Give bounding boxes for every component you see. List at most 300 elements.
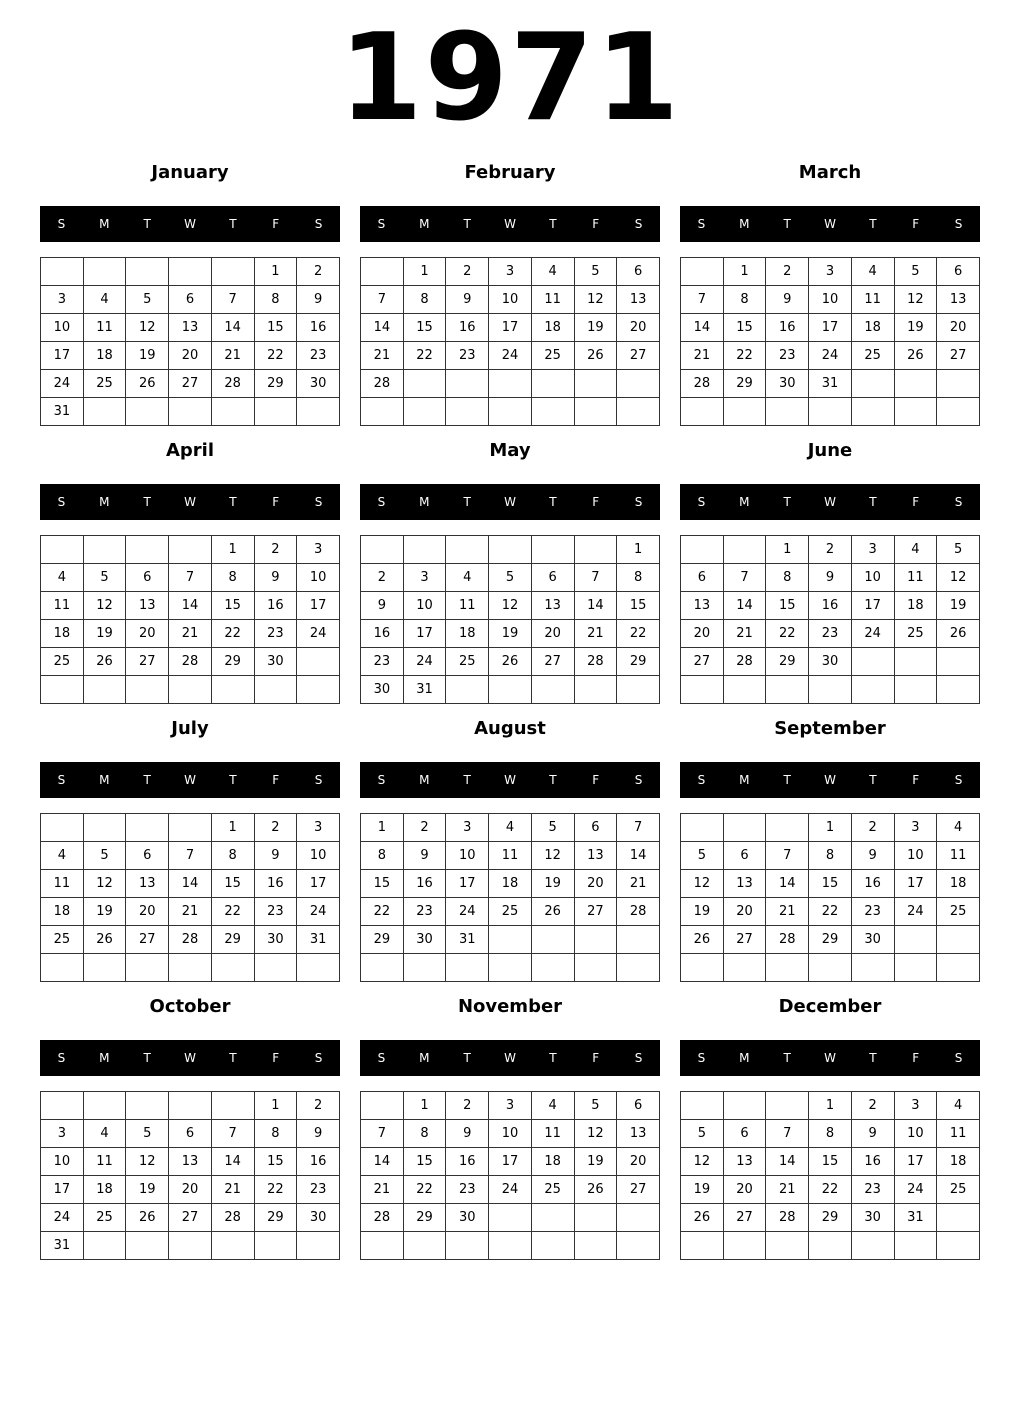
empty-day-cell xyxy=(361,1232,404,1260)
day-cell: 2 xyxy=(297,258,340,286)
day-cell: 6 xyxy=(126,842,169,870)
day-cell: 27 xyxy=(169,370,212,398)
empty-day-cell xyxy=(723,954,766,982)
week-row xyxy=(361,592,660,620)
day-cell: 10 xyxy=(851,564,894,592)
day-cell: 17 xyxy=(489,1148,532,1176)
day-cell: 6 xyxy=(169,1120,212,1148)
empty-day-cell xyxy=(169,536,212,564)
day-cell: 2 xyxy=(851,814,894,842)
weekday-label: S xyxy=(314,217,323,231)
day-cell: 30 xyxy=(254,926,297,954)
day-grid xyxy=(680,257,980,426)
empty-day-cell xyxy=(809,676,852,704)
empty-day-cell xyxy=(809,954,852,982)
empty-day-cell xyxy=(403,398,446,426)
day-cell: 3 xyxy=(489,258,532,286)
day-cell: 17 xyxy=(403,620,446,648)
empty-day-cell xyxy=(531,536,574,564)
weekday-label: T xyxy=(549,217,557,231)
empty-day-cell xyxy=(211,954,254,982)
day-cell: 12 xyxy=(937,564,980,592)
week-row xyxy=(361,1176,660,1204)
day-cell: 30 xyxy=(297,370,340,398)
week-row xyxy=(41,398,340,426)
week-row xyxy=(361,536,660,564)
month-april xyxy=(40,434,340,704)
day-cell: 5 xyxy=(574,1092,617,1120)
month-name: July xyxy=(171,718,209,739)
empty-day-cell xyxy=(403,370,446,398)
day-cell: 3 xyxy=(41,1120,84,1148)
day-cell: 17 xyxy=(851,592,894,620)
empty-day-cell xyxy=(894,370,937,398)
weekday-label: F xyxy=(912,495,920,509)
empty-day-cell xyxy=(617,676,660,704)
empty-day-cell xyxy=(681,536,724,564)
week-row xyxy=(361,870,660,898)
day-cell: 27 xyxy=(617,1176,660,1204)
weekday-label: S xyxy=(377,217,386,231)
weekday-label: T xyxy=(143,217,151,231)
day-cell: 24 xyxy=(809,342,852,370)
day-cell: 14 xyxy=(723,592,766,620)
day-cell: 23 xyxy=(254,898,297,926)
week-row xyxy=(681,842,980,870)
day-cell: 13 xyxy=(574,842,617,870)
weekday-label: S xyxy=(697,773,706,787)
empty-day-cell xyxy=(83,398,126,426)
day-cell: 15 xyxy=(211,870,254,898)
day-cell: 10 xyxy=(403,592,446,620)
empty-day-cell xyxy=(766,398,809,426)
day-cell: 30 xyxy=(809,648,852,676)
day-cell: 17 xyxy=(297,592,340,620)
empty-day-cell xyxy=(169,954,212,982)
empty-day-cell xyxy=(254,1232,297,1260)
weekday-header xyxy=(680,484,980,520)
day-cell: 7 xyxy=(169,564,212,592)
day-cell: 17 xyxy=(489,314,532,342)
weekday-label: W xyxy=(504,773,516,787)
day-cell: 23 xyxy=(766,342,809,370)
day-cell: 4 xyxy=(41,564,84,592)
day-cell: 13 xyxy=(126,592,169,620)
week-row xyxy=(681,1092,980,1120)
day-cell: 9 xyxy=(297,1120,340,1148)
week-row xyxy=(681,814,980,842)
day-cell: 3 xyxy=(489,1092,532,1120)
weekday-label: M xyxy=(419,773,430,787)
day-cell: 24 xyxy=(297,620,340,648)
day-cell: 20 xyxy=(531,620,574,648)
empty-day-cell xyxy=(446,1232,489,1260)
day-cell: 11 xyxy=(894,564,937,592)
day-cell: 24 xyxy=(894,898,937,926)
empty-day-cell xyxy=(446,370,489,398)
day-cell: 31 xyxy=(297,926,340,954)
weekday-header xyxy=(40,484,340,520)
day-cell: 18 xyxy=(937,1148,980,1176)
week-row xyxy=(41,1092,340,1120)
day-cell: 2 xyxy=(851,1092,894,1120)
empty-day-cell xyxy=(297,398,340,426)
day-cell: 2 xyxy=(766,258,809,286)
weekday-label: S xyxy=(57,495,66,509)
empty-day-cell xyxy=(446,954,489,982)
day-cell: 21 xyxy=(169,620,212,648)
empty-day-cell xyxy=(531,1204,574,1232)
empty-day-cell xyxy=(361,1092,404,1120)
weekday-label: T xyxy=(463,773,471,787)
empty-day-cell xyxy=(126,1092,169,1120)
empty-day-cell xyxy=(83,954,126,982)
day-cell: 15 xyxy=(766,592,809,620)
day-cell: 26 xyxy=(681,926,724,954)
day-cell: 27 xyxy=(681,648,724,676)
empty-day-cell xyxy=(254,954,297,982)
day-cell: 9 xyxy=(446,286,489,314)
day-grid xyxy=(360,257,660,426)
day-cell: 28 xyxy=(617,898,660,926)
weekday-label: T xyxy=(869,217,877,231)
empty-day-cell xyxy=(809,1232,852,1260)
empty-day-cell xyxy=(126,398,169,426)
week-row xyxy=(361,620,660,648)
weekday-label: M xyxy=(739,773,750,787)
empty-day-cell xyxy=(617,1232,660,1260)
day-cell: 11 xyxy=(41,870,84,898)
day-cell: 22 xyxy=(617,620,660,648)
day-grid xyxy=(360,535,660,704)
day-cell: 26 xyxy=(574,342,617,370)
week-row xyxy=(41,842,340,870)
week-row xyxy=(361,954,660,982)
month-name: May xyxy=(489,440,531,461)
day-cell: 14 xyxy=(169,592,212,620)
empty-day-cell xyxy=(574,954,617,982)
day-cell: 4 xyxy=(894,536,937,564)
empty-day-cell xyxy=(531,676,574,704)
day-cell: 7 xyxy=(681,286,724,314)
weekday-label: T xyxy=(549,1051,557,1065)
day-grid xyxy=(680,813,980,982)
day-cell: 7 xyxy=(361,286,404,314)
day-cell: 30 xyxy=(446,1204,489,1232)
weekday-label: F xyxy=(592,1051,600,1065)
empty-day-cell xyxy=(937,926,980,954)
day-cell: 29 xyxy=(254,370,297,398)
day-cell: 6 xyxy=(681,564,724,592)
day-cell: 18 xyxy=(446,620,489,648)
empty-day-cell xyxy=(361,954,404,982)
weekday-header xyxy=(680,762,980,798)
day-cell: 1 xyxy=(617,536,660,564)
day-cell: 22 xyxy=(809,898,852,926)
day-cell: 30 xyxy=(766,370,809,398)
weekday-label: S xyxy=(377,773,386,787)
empty-day-cell xyxy=(83,1232,126,1260)
month-june xyxy=(680,434,980,704)
weekday-header xyxy=(680,206,980,242)
day-cell: 26 xyxy=(531,898,574,926)
weekday-label: S xyxy=(314,773,323,787)
day-cell: 24 xyxy=(41,1204,84,1232)
weekday-label: T xyxy=(463,495,471,509)
day-cell: 16 xyxy=(446,1148,489,1176)
day-cell: 1 xyxy=(723,258,766,286)
week-row xyxy=(681,564,980,592)
week-row xyxy=(41,814,340,842)
empty-day-cell xyxy=(297,648,340,676)
empty-day-cell xyxy=(574,926,617,954)
week-row xyxy=(681,648,980,676)
week-row xyxy=(41,314,340,342)
day-cell: 24 xyxy=(489,1176,532,1204)
day-cell: 29 xyxy=(617,648,660,676)
day-cell: 3 xyxy=(894,814,937,842)
day-cell: 21 xyxy=(766,1176,809,1204)
day-cell: 9 xyxy=(766,286,809,314)
day-cell: 2 xyxy=(446,1092,489,1120)
day-cell: 8 xyxy=(211,564,254,592)
day-cell: 28 xyxy=(211,1204,254,1232)
day-cell: 18 xyxy=(937,870,980,898)
month-name: November xyxy=(457,996,563,1017)
day-cell: 26 xyxy=(894,342,937,370)
day-cell: 14 xyxy=(681,314,724,342)
weekday-label: S xyxy=(697,1051,706,1065)
weekday-label: T xyxy=(869,773,877,787)
day-cell: 9 xyxy=(254,564,297,592)
day-cell: 3 xyxy=(851,536,894,564)
day-cell: 6 xyxy=(617,258,660,286)
day-cell: 24 xyxy=(851,620,894,648)
day-cell: 24 xyxy=(446,898,489,926)
empty-day-cell xyxy=(851,676,894,704)
weekday-label: S xyxy=(377,1051,386,1065)
empty-day-cell xyxy=(723,676,766,704)
empty-day-cell xyxy=(574,676,617,704)
empty-day-cell xyxy=(41,1092,84,1120)
day-cell: 6 xyxy=(126,564,169,592)
weekday-label: W xyxy=(184,1051,196,1065)
day-cell: 7 xyxy=(766,842,809,870)
day-cell: 21 xyxy=(723,620,766,648)
day-cell: 4 xyxy=(531,258,574,286)
empty-day-cell xyxy=(617,398,660,426)
empty-day-cell xyxy=(489,536,532,564)
day-cell: 12 xyxy=(574,1120,617,1148)
weekday-label: T xyxy=(143,773,151,787)
day-cell: 29 xyxy=(809,926,852,954)
day-cell: 22 xyxy=(403,1176,446,1204)
empty-day-cell xyxy=(126,676,169,704)
day-cell: 4 xyxy=(41,842,84,870)
empty-day-cell xyxy=(211,1092,254,1120)
weekday-label: T xyxy=(783,217,791,231)
empty-day-cell xyxy=(894,926,937,954)
empty-day-cell xyxy=(169,1092,212,1120)
weekday-label: M xyxy=(739,495,750,509)
day-cell: 21 xyxy=(681,342,724,370)
day-cell: 28 xyxy=(169,926,212,954)
empty-day-cell xyxy=(937,648,980,676)
day-cell: 1 xyxy=(809,1092,852,1120)
day-cell: 10 xyxy=(446,842,489,870)
day-cell: 6 xyxy=(723,842,766,870)
month-february xyxy=(360,156,660,426)
weekday-label: S xyxy=(954,773,963,787)
empty-day-cell xyxy=(169,676,212,704)
week-row xyxy=(41,620,340,648)
day-cell: 10 xyxy=(809,286,852,314)
day-cell: 2 xyxy=(809,536,852,564)
day-cell: 24 xyxy=(489,342,532,370)
day-grid xyxy=(680,1091,980,1260)
day-cell: 9 xyxy=(297,286,340,314)
empty-day-cell xyxy=(766,1232,809,1260)
day-cell: 30 xyxy=(851,926,894,954)
week-row xyxy=(681,370,980,398)
day-cell: 31 xyxy=(809,370,852,398)
empty-day-cell xyxy=(617,370,660,398)
weekday-label: T xyxy=(143,1051,151,1065)
day-cell: 15 xyxy=(809,1148,852,1176)
weekday-label: T xyxy=(783,773,791,787)
empty-day-cell xyxy=(361,536,404,564)
day-cell: 14 xyxy=(211,1148,254,1176)
week-row xyxy=(41,286,340,314)
week-row xyxy=(361,1092,660,1120)
empty-day-cell xyxy=(681,1232,724,1260)
weekday-label: F xyxy=(912,773,920,787)
day-cell: 10 xyxy=(489,286,532,314)
month-name: September xyxy=(774,718,886,739)
day-cell: 4 xyxy=(83,1120,126,1148)
month-august xyxy=(360,712,660,982)
empty-day-cell xyxy=(617,1204,660,1232)
day-cell: 2 xyxy=(403,814,446,842)
weekday-label: F xyxy=(592,773,600,787)
weekday-label: S xyxy=(57,1051,66,1065)
weekday-label: F xyxy=(592,217,600,231)
day-cell: 21 xyxy=(169,898,212,926)
weekday-label: S xyxy=(314,495,323,509)
empty-day-cell xyxy=(723,814,766,842)
empty-day-cell xyxy=(766,1092,809,1120)
day-cell: 16 xyxy=(446,314,489,342)
day-cell: 29 xyxy=(723,370,766,398)
day-cell: 21 xyxy=(211,342,254,370)
empty-day-cell xyxy=(681,258,724,286)
day-cell: 24 xyxy=(403,648,446,676)
day-cell: 11 xyxy=(937,1120,980,1148)
day-cell: 22 xyxy=(809,1176,852,1204)
weekday-label: M xyxy=(99,1051,110,1065)
day-cell: 9 xyxy=(446,1120,489,1148)
empty-day-cell xyxy=(766,954,809,982)
weekday-label: S xyxy=(954,217,963,231)
day-cell: 26 xyxy=(681,1204,724,1232)
day-cell: 2 xyxy=(297,1092,340,1120)
day-cell: 13 xyxy=(617,286,660,314)
empty-day-cell xyxy=(126,954,169,982)
empty-day-cell xyxy=(83,814,126,842)
empty-day-cell xyxy=(41,954,84,982)
day-cell: 29 xyxy=(211,926,254,954)
day-cell: 22 xyxy=(254,1176,297,1204)
day-cell: 10 xyxy=(41,314,84,342)
day-cell: 7 xyxy=(211,286,254,314)
month-november xyxy=(360,990,660,1260)
day-cell: 9 xyxy=(851,1120,894,1148)
empty-day-cell xyxy=(489,1232,532,1260)
day-cell: 30 xyxy=(297,1204,340,1232)
week-row xyxy=(361,842,660,870)
weekday-label: S xyxy=(634,773,643,787)
weekday-label: W xyxy=(824,495,836,509)
day-cell: 22 xyxy=(766,620,809,648)
day-cell: 24 xyxy=(297,898,340,926)
day-cell: 11 xyxy=(83,1148,126,1176)
empty-day-cell xyxy=(489,370,532,398)
day-cell: 7 xyxy=(574,564,617,592)
day-cell: 17 xyxy=(894,1148,937,1176)
day-cell: 16 xyxy=(254,592,297,620)
empty-day-cell xyxy=(169,398,212,426)
empty-day-cell xyxy=(169,814,212,842)
day-cell: 13 xyxy=(681,592,724,620)
day-cell: 5 xyxy=(681,842,724,870)
empty-day-cell xyxy=(894,954,937,982)
day-cell: 23 xyxy=(851,898,894,926)
day-cell: 31 xyxy=(41,1232,84,1260)
day-cell: 30 xyxy=(254,648,297,676)
week-row xyxy=(681,258,980,286)
day-cell: 11 xyxy=(851,286,894,314)
empty-day-cell xyxy=(851,398,894,426)
empty-day-cell xyxy=(489,1204,532,1232)
day-cell: 26 xyxy=(937,620,980,648)
empty-day-cell xyxy=(894,1232,937,1260)
week-row xyxy=(41,676,340,704)
day-cell: 26 xyxy=(126,370,169,398)
day-cell: 5 xyxy=(83,564,126,592)
weekday-label: S xyxy=(697,495,706,509)
day-cell: 28 xyxy=(361,1204,404,1232)
empty-day-cell xyxy=(723,1232,766,1260)
week-row xyxy=(41,1232,340,1260)
week-row xyxy=(361,342,660,370)
day-cell: 6 xyxy=(937,258,980,286)
day-cell: 23 xyxy=(297,342,340,370)
day-cell: 6 xyxy=(617,1092,660,1120)
day-cell: 14 xyxy=(361,1148,404,1176)
day-cell: 8 xyxy=(361,842,404,870)
empty-day-cell xyxy=(809,398,852,426)
day-cell: 13 xyxy=(723,1148,766,1176)
day-cell: 7 xyxy=(766,1120,809,1148)
day-cell: 20 xyxy=(723,1176,766,1204)
day-cell: 6 xyxy=(531,564,574,592)
day-cell: 13 xyxy=(169,1148,212,1176)
day-cell: 13 xyxy=(126,870,169,898)
week-row xyxy=(361,1120,660,1148)
empty-day-cell xyxy=(723,536,766,564)
weekday-header xyxy=(40,762,340,798)
day-cell: 5 xyxy=(126,1120,169,1148)
